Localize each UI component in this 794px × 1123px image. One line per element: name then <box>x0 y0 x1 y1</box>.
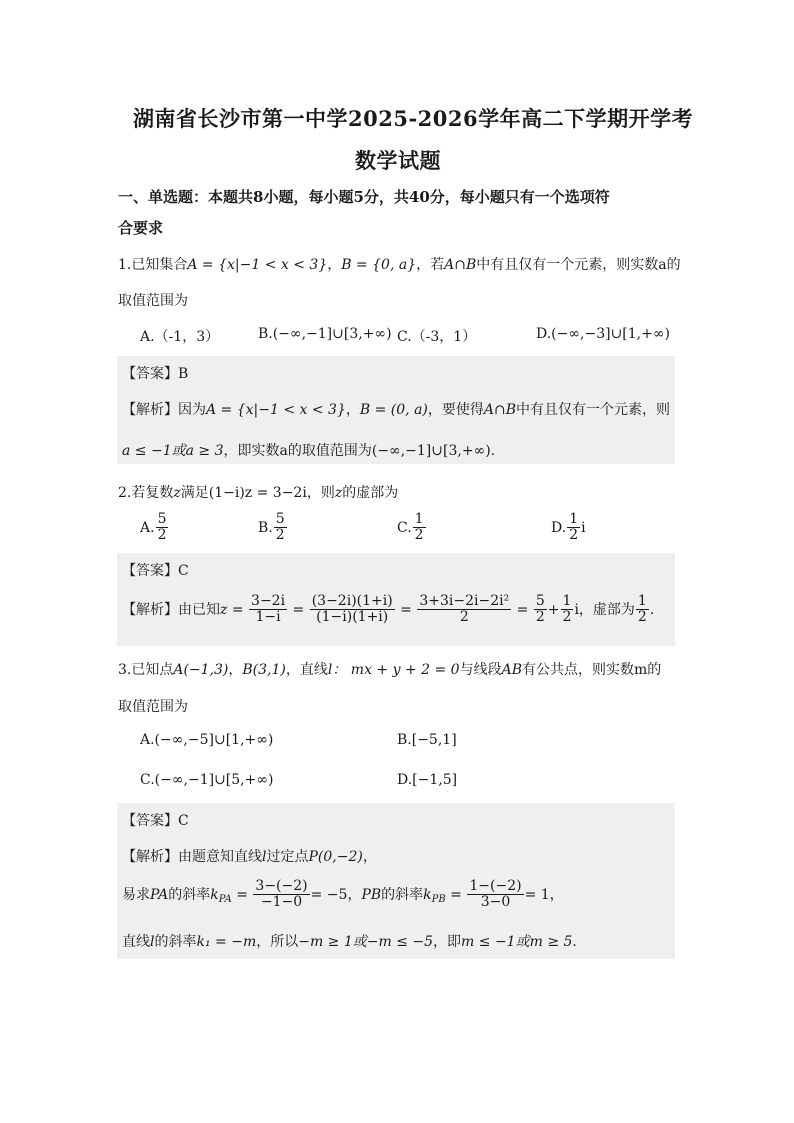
q3-stem-line2: 取值范围为 <box>118 699 188 715</box>
q2-option-c: C. $\frac{1}{2}$ <box>397 511 424 544</box>
q3-option-b: B.[−5,1] <box>397 732 457 748</box>
q3-analysis-line2: 易求PA的斜率$k_{PA}$ = $\frac{3-(-2)}{-1-0}$ = −5，PB的斜率$k_{PB}$ = $\frac{1-(-2)}{3-0}$ = 1， <box>122 878 564 911</box>
q1-analysis-line2: a ≤ −1或a ≥ 3，即实数a的取值范围为(−∞,−1]∪[3,+∞). <box>122 443 496 459</box>
q3-answer: 【答案】C <box>122 813 189 829</box>
q3-option-a: A.(−∞,−5]∪[1,+∞) <box>140 732 274 748</box>
q2-option-b: B. $\frac{5}{2}$ <box>258 511 285 544</box>
doc-title-line1: 湖南省长沙市第一中学2025-2026学年高二下学期开学考 <box>133 106 694 131</box>
section-header-line2: 合要求 <box>118 219 164 237</box>
section-header-line1: 一、单选题：本题共8小题，每小题5分，共40分，每小题只有一个选项符 <box>118 188 610 206</box>
q1-option-d: D.(−∞,−3]∪[1,+∞) <box>536 326 670 342</box>
q3-option-c: C.(−∞,−1]∪[5,+∞) <box>140 772 274 788</box>
q2-option-a: A. $\frac{5}{2}$ <box>140 511 167 544</box>
q1-stem-line2: 取值范围为 <box>118 293 188 309</box>
q1-stem: 1.已知集合A = {x|−1 < x < 3}，B = {0, a}，若A∩B中有且仅有一个元素，则实数a的 <box>118 257 681 273</box>
doc-title-line2: 数学试题 <box>355 148 441 173</box>
q3-option-d: D.[−1,5] <box>397 772 458 788</box>
q1-answer: 【答案】B <box>122 366 189 382</box>
q3-analysis-line1: 【解析】由题意知直线l过定点P(0,−2)， <box>122 849 377 865</box>
q1-analysis-line1: 【解析】因为A = {x|−1 < x < 3}，B = (0, a)，要使得A∩B中有且仅有一个元素，则 <box>122 402 671 418</box>
q2-answer: 【答案】C <box>122 563 189 579</box>
q1-option-a: A.（-1，3） <box>140 329 220 345</box>
q2-stem: 2.若复数z满足(1−i)z = 3−2i，则z的虚部为 <box>118 485 399 501</box>
q2-analysis: 【解析】由已知z = $\frac{3-2i}{1-i}$ = $\frac{(3-2i)(1+i)}{(1-i)(1+i)}$ = $\frac{\text{3+3i−2i−2i²}}{2}$ = $\frac{5}{2}$ + $\frac{1}{2}$ i，虚部为 $\frac{1}{2}$ . <box>122 593 655 626</box>
q2-option-d: D. $\frac{1}{2}$ i <box>551 511 586 544</box>
q1-option-b: B.(−∞,−1]∪[3,+∞) <box>258 326 392 342</box>
q3-stem: 3.已知点A(−1,3)，B(3,1)，直线l： mx + y + 2 = 0与线段AB有公共点，则实数m的 <box>118 662 662 678</box>
q1-option-c: C.（-3，1） <box>397 329 477 345</box>
q3-analysis-line3: 直线l的斜率k₁ = −m，所以−m ≥ 1或−m ≤ −5，即m ≤ −1或m ≥ 5. <box>122 934 577 950</box>
